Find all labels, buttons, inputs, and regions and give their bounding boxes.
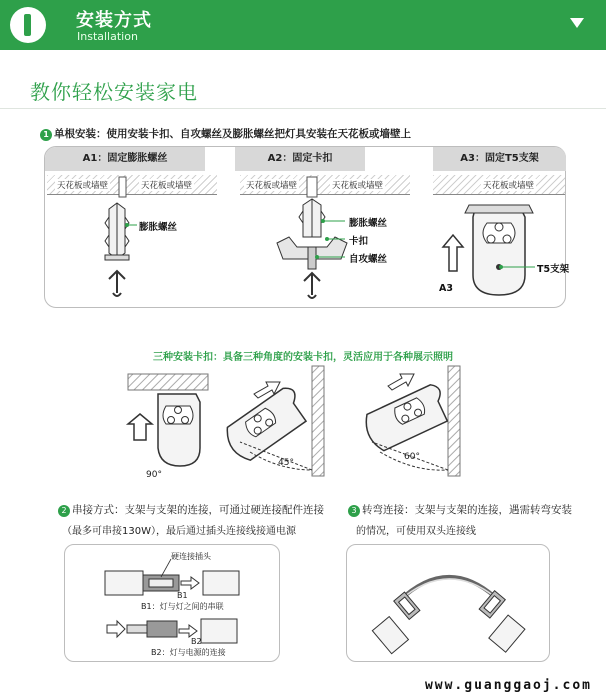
clip-angle-drawings [0, 362, 606, 482]
angle-45-label: 45° [278, 458, 294, 468]
step2-number: 2 [58, 505, 70, 517]
panel-a1-head: A1：固定膨胀螺丝 [45, 147, 205, 171]
label-self-tap-screw-a2: 自攻螺丝 [349, 254, 388, 265]
step3-line2: 的情况，可使用双头连接线 [356, 526, 476, 537]
right-connector [479, 591, 505, 618]
angle-60-label: 60° [404, 452, 420, 462]
header-subtitle: Installation [77, 30, 138, 43]
install-drawings [45, 147, 570, 309]
step3-line1: 3 转弯连接：支架与支架的连接，遇需转弯安装 [348, 502, 572, 517]
step1-text: 1 单根安装：使用安装卡扣、自攻螺丝及膨胀螺丝把灯具安装在天花板或墙壁上 [40, 126, 411, 141]
step2-line2: （最多可串接130W），最后通过插头连接线接通电源 [62, 526, 296, 537]
ceiling-a2: 天花板或墙壁 天花板或墙壁 [240, 175, 410, 195]
b1-tag: B1 [177, 591, 188, 600]
label-expansion-screw-a2: 膨胀螺丝 [349, 218, 388, 229]
ceiling-a1: 天花板或墙壁 天花板或墙壁 [47, 175, 217, 195]
main-title: 教你轻松安装家电 [30, 80, 198, 104]
label-expansion-screw-a1: 膨胀螺丝 [139, 222, 178, 233]
label-clip-a2: 卡扣 [349, 236, 369, 247]
step1-number: 1 [40, 129, 52, 141]
clip-45-bracket [221, 384, 312, 464]
clip-90-bracket [158, 394, 200, 466]
t5-bracket-a3 [465, 205, 533, 295]
divider [0, 108, 606, 109]
logo-icon [10, 7, 46, 43]
left-connector [394, 592, 420, 619]
label-a3-corner: A3 [439, 283, 453, 294]
b2-tag: B2 [191, 637, 202, 646]
panel-a2-head: A2：固定卡扣 [235, 147, 365, 171]
header-title: 安装方式 [76, 10, 152, 31]
footer-site-link[interactable]: www.guanggaoj.com [424, 678, 592, 693]
single-install-panel [44, 146, 570, 308]
ceiling-a3: 天花板或墙壁 [433, 175, 565, 195]
expansion-screw-a2 [299, 199, 325, 237]
angle-90-label: 90° [146, 470, 162, 480]
expansion-screw-a1 [105, 203, 129, 260]
corner-connection-box [346, 544, 550, 662]
b1-caption: B1：灯与灯之间的串联 [141, 602, 224, 611]
label-t5-bracket: T5支架 [537, 264, 570, 275]
connector-label: 硬连接插头 [171, 552, 211, 561]
series-connection-box [64, 544, 280, 662]
step2-line1: 2 串接方式：支架与支架的连接，可通过硬连接配件连接 [58, 502, 324, 517]
panel-a3-head: A3：固定T5支架 [433, 147, 566, 171]
clip-60-bracket [361, 382, 453, 453]
header-bar [0, 0, 606, 50]
step3-number: 3 [348, 505, 360, 517]
corner-drawing [347, 545, 551, 663]
clip-caption: 三种安装卡扣：具备三种角度的安装卡扣，灵活应用于各种展示照明 [153, 352, 453, 363]
b2-caption: B2：灯与电源的连接 [151, 648, 226, 657]
dropdown-arrow-icon[interactable] [570, 18, 584, 28]
